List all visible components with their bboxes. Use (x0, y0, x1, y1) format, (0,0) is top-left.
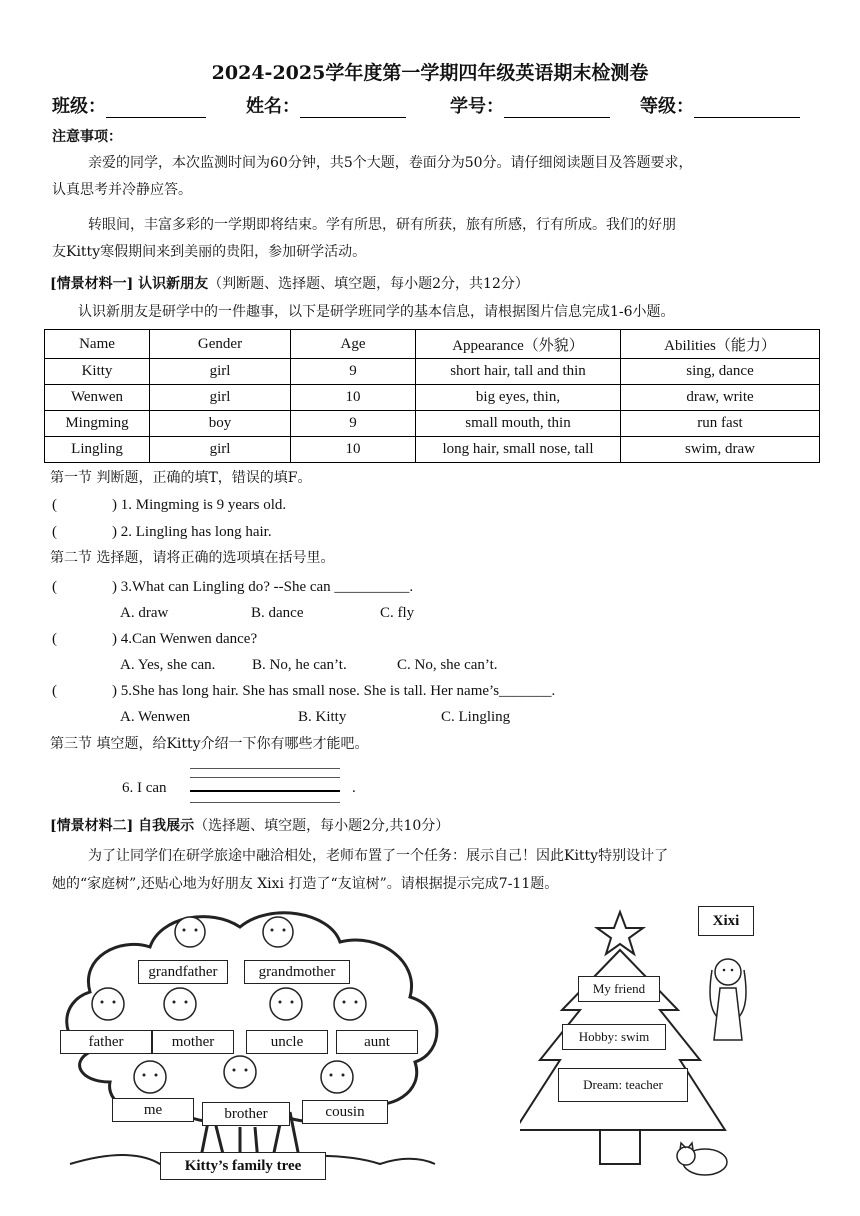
table-cell: 10 (291, 385, 416, 411)
table-cell: boy (150, 411, 291, 437)
friend-label-dream: Dream: teacher (558, 1068, 688, 1102)
writing-line (190, 768, 340, 769)
question-1-text: ) 1. Mingming is 9 years old. (112, 497, 287, 513)
answer-paren[interactable]: ( (52, 631, 57, 647)
section2-heading (50, 813, 449, 840)
answer-paren[interactable]: ( (52, 497, 57, 513)
q3-option-a: A. draw (120, 605, 169, 621)
table-cell: 9 (291, 359, 416, 385)
table-header: Name (45, 330, 150, 359)
table-header: Abilities（能力） (621, 330, 820, 359)
answer-paren[interactable]: ( (52, 683, 57, 699)
class-field (52, 92, 206, 118)
notes-para1-line2: 认真思考并冷静应答。 (52, 182, 192, 198)
name-field (246, 92, 406, 118)
table-cell: run fast (621, 411, 820, 437)
table-cell: girl (150, 385, 291, 411)
writing-line (190, 777, 340, 778)
notes-para2-line2: 友Kitty寒假期间来到美丽的贵阳，参加研学活动。 (52, 244, 367, 260)
q4-option-b: B. No, he can’t. (252, 657, 347, 673)
section2-heading-bold: [情景材料二] 自我展示 (50, 818, 195, 834)
answer-line[interactable] (190, 790, 340, 792)
family-label-father: father (60, 1030, 152, 1054)
table-cell: swim, draw (621, 437, 820, 463)
question-4 (52, 631, 257, 648)
table-row (45, 385, 820, 411)
part1-heading: 第一节 判断题，正确的填T，错误的填F。 (50, 470, 312, 486)
question-3-text: ) 3.What can Lingling do? --She can __________. (112, 579, 414, 595)
table-cell: sing, dance (621, 359, 820, 385)
section1-heading-bold: [情景材料一] 认识新朋友 (50, 276, 209, 292)
family-label-brother: brother (202, 1102, 290, 1126)
section1-intro: 认识新朋友是研学中的一件趣事，以下是研学班同学的基本信息，请根据图片信息完成1-6小题。 (78, 304, 675, 320)
question-5 (52, 683, 555, 700)
question-5-text: ) 5.She has long hair. She has small nose. She is tall. Her name’s_______. (112, 683, 556, 699)
table-cell: short hair, tall and thin (416, 359, 621, 385)
number-field (450, 92, 610, 118)
table-cell: girl (150, 437, 291, 463)
family-label-me: me (112, 1098, 194, 1122)
friend-label-my-friend: My friend (578, 976, 660, 1002)
table-header: Gender (150, 330, 291, 359)
table-header-row (45, 330, 820, 359)
page-title: 2024-2025学年度第一学期四年级英语期末检测卷 (211, 62, 649, 84)
table-cell: 10 (291, 437, 416, 463)
q4-option-c: C. No, she can’t. (397, 657, 498, 673)
question-1 (52, 497, 286, 514)
name-label: 姓名： (246, 96, 300, 117)
table-cell: Kitty (45, 359, 150, 385)
notes-para1-line1: 亲爱的同学，本次监测时间为60分钟，共5个大题，卷面分为50分。请仔细阅读题目及答题要求， (88, 155, 693, 171)
q5-option-a: A. Wenwen (120, 709, 191, 725)
table-cell: Lingling (45, 437, 150, 463)
question-2-text: ) 2. Lingling has long hair. (112, 524, 272, 540)
writing-line (190, 802, 340, 803)
notes-heading: 注意事项： (52, 129, 122, 145)
q5-option-c: C. Lingling (441, 709, 511, 725)
family-tree-caption: Kitty’s family tree (160, 1152, 326, 1180)
part3-heading: 第三节 填空题，给Kitty介绍一下你有哪些才能吧。 (50, 736, 369, 752)
table-cell: 9 (291, 411, 416, 437)
table-cell: draw, write (621, 385, 820, 411)
table-cell: long hair, small nose, tall (416, 437, 621, 463)
name-blank[interactable] (300, 99, 406, 118)
family-label-cousin: cousin (302, 1100, 388, 1124)
number-blank[interactable] (504, 99, 610, 118)
notes-para2-line1: 转眼间，丰富多彩的一学期即将结束。学有所思，研有所获，旅有所感，行有所成。我们的好朋 (88, 217, 676, 233)
q3-option-b: B. dance (251, 605, 304, 621)
section1-heading (50, 271, 529, 298)
family-label-aunt: aunt (336, 1030, 418, 1054)
friend-name-box: Xixi (698, 906, 754, 936)
star-icon (597, 912, 643, 954)
q4-option-a: A. Yes, she can. (120, 657, 216, 673)
family-label-grandfather: grandfather (138, 960, 228, 984)
section2-intro-line1: 为了让同学们在研学旅途中融洽相处，老师布置了一个任务：展示自己！因此Kitty特别设计了 (88, 848, 669, 864)
question-2 (52, 524, 272, 541)
table-cell: big eyes, thin, (416, 385, 621, 411)
question-6-end: . (352, 780, 356, 796)
family-label-mother: mother (152, 1030, 234, 1054)
table-cell: Wenwen (45, 385, 150, 411)
table-row (45, 437, 820, 463)
student-info-table (44, 329, 820, 463)
friend-label-hobby: Hobby: swim (562, 1024, 666, 1050)
friend-tree-figure (520, 900, 820, 1190)
question-6-text: 6. I can (122, 780, 167, 796)
table-row (45, 411, 820, 437)
question-4-text: ) 4.Can Wenwen dance? (112, 631, 258, 647)
grade-blank[interactable] (694, 99, 800, 118)
family-tree-figure (50, 902, 450, 1192)
family-label-uncle: uncle (246, 1030, 328, 1054)
table-header: Age (291, 330, 416, 359)
table-cell: girl (150, 359, 291, 385)
section2-heading-rest: （选择题、填空题，每小题2分,共10分） (194, 818, 450, 834)
grade-label: 等级： (640, 96, 694, 117)
answer-paren[interactable]: ( (52, 524, 57, 540)
table-header: Appearance（外貌） (416, 330, 621, 359)
question-3 (52, 579, 413, 596)
answer-paren[interactable]: ( (52, 579, 57, 595)
part2-heading: 第二节 选择题，请将正确的选项填在括号里。 (50, 550, 335, 566)
number-label: 学号： (450, 96, 504, 117)
table-cell: small mouth, thin (416, 411, 621, 437)
class-label: 班级： (52, 96, 106, 117)
family-label-grandmother: grandmother (244, 960, 350, 984)
section2-intro-line2: 她的“家庭树”,还贴心地为好朋友 Xixi 打造了“友谊树”。请根据提示完成7-11题。 (52, 876, 559, 892)
class-blank[interactable] (106, 99, 206, 118)
section1-heading-rest: （判断题、选择题、填空题，每小题2分，共12分） (208, 276, 529, 292)
grade-field (640, 92, 800, 118)
table-cell: Mingming (45, 411, 150, 437)
q3-option-c: C. fly (380, 605, 415, 621)
q5-option-b: B. Kitty (298, 709, 347, 725)
table-row (45, 359, 820, 385)
